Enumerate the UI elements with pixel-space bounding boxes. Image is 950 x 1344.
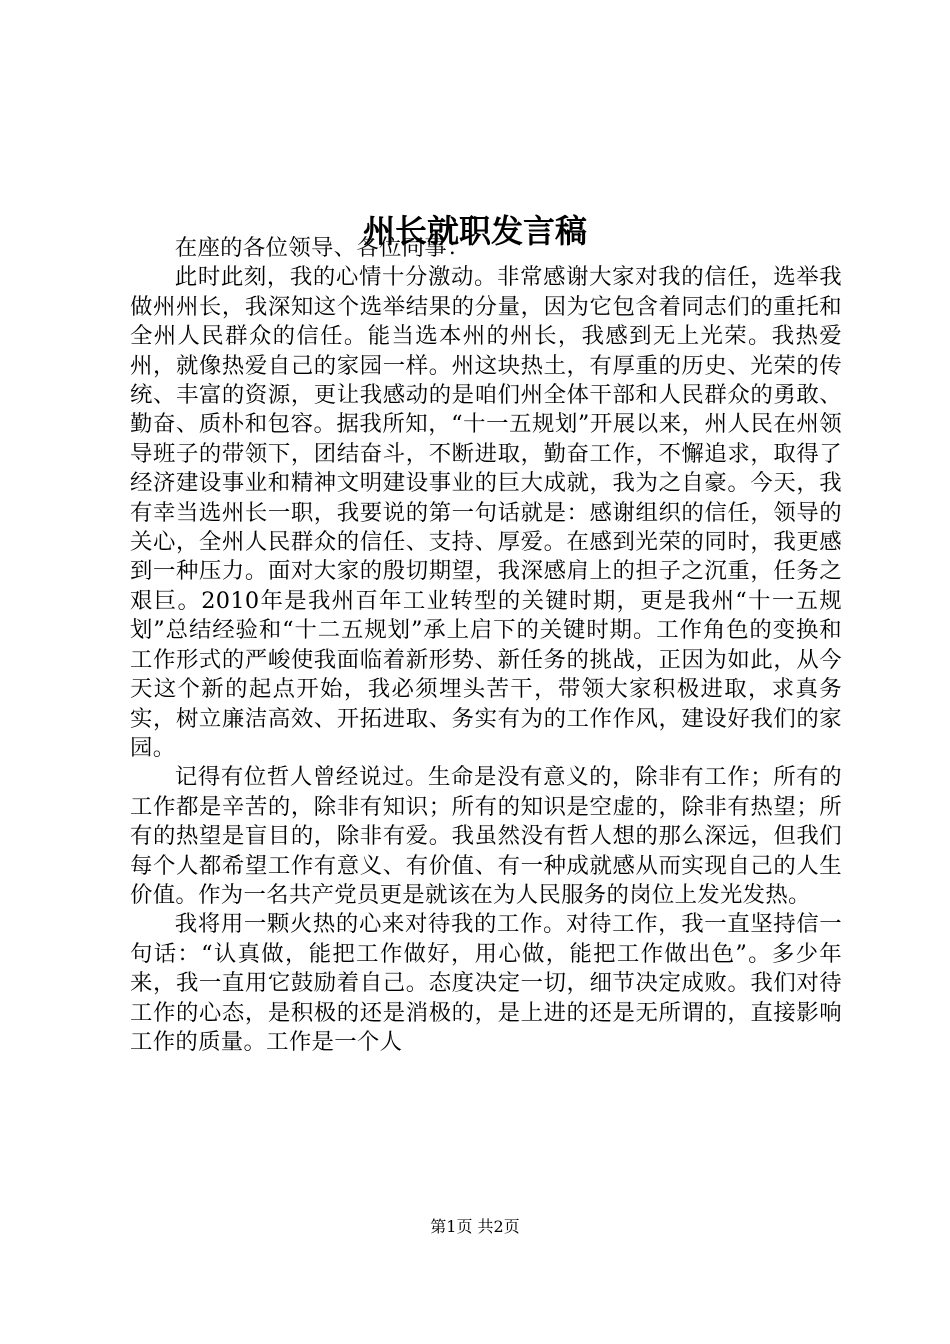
paragraph-3: 我将用一颗火热的心来对待我的工作。对待工作，我一直坚持信一句话：“认真做，能把工作做好，用心做，能把工作做出色”。多少年来，我一直用它鼓励着自己。态度决定一切，细节决定成败。我们对待工作的心态，是积极的还是消极的，是上进的还是无所谓的，直接影响工作的质量。工作是一个人 <box>130 911 842 1055</box>
paragraph-greeting: 在座的各位领导、各位同事： <box>174 235 470 261</box>
page-title: 州长就职发言稿 <box>362 212 587 251</box>
paragraph-1: 此时此刻，我的心情十分激动。非常感谢大家对我的信任，选举我做州州长，我深知这个选举结果的分量，因为它包含着同志们的重托和全州人民群众的信任。能当选本州的州长，我感到无上光荣。我热爱州，就像热爱自己的家园一样。州这块热土，有厚重的历史、光荣的传统、丰富的资源，更让我感动的是咱们州全体干部和人民群众的勇敢、勤奋、质朴和包容。据我所知，“十一五规划”开展以来，州人民在州领导班子的带领下，团结奋斗，不断进取，勤奋工作，不懈追求，取得了经济建设事业和精神文明建设事业的巨大成就，我为之自豪。今天，我有幸当选州长一职，我要说的第一句话就是：感谢组织的信任，领导的关心，全州人民群众的信任、支持、厚爱。在感到光荣的同时，我更感到一种压力。面对大家的殷切期望，我深感肩上的担子之沉重，任务之艰巨。2010年是我州百年工业转型的关键时期，更是我州“十一五规划”总结经验和“十二五规划”承上启下的关键时期。工作角色的变换和工作形式的严峻使我面临着新形势、新任务的挑战，正因为如此，从今天这个新的起点开始，我必须埋头苦干，带领大家积极进取，求真务实，树立廉洁高效、开拓进取、务实有为的工作作风，建设好我们的家园。 <box>130 264 842 761</box>
page-number-footer: 第1页 共2页 <box>430 1217 520 1236</box>
paragraph-2: 记得有位哲人曾经说过。生命是没有意义的，除非有工作；所有的工作都是辛苦的，除非有知识；所有的知识是空虚的，除非有热望；所有的热望是盲目的，除非有爱。我虽然没有哲人想的那么深远，但我们每个人都希望工作有意义、有价值、有一种成就感从而实现自己的人生价值。作为一名共产党员更是就该在为人民服务的岗位上发光发热。 <box>130 764 842 908</box>
document-body <box>130 234 842 1057</box>
